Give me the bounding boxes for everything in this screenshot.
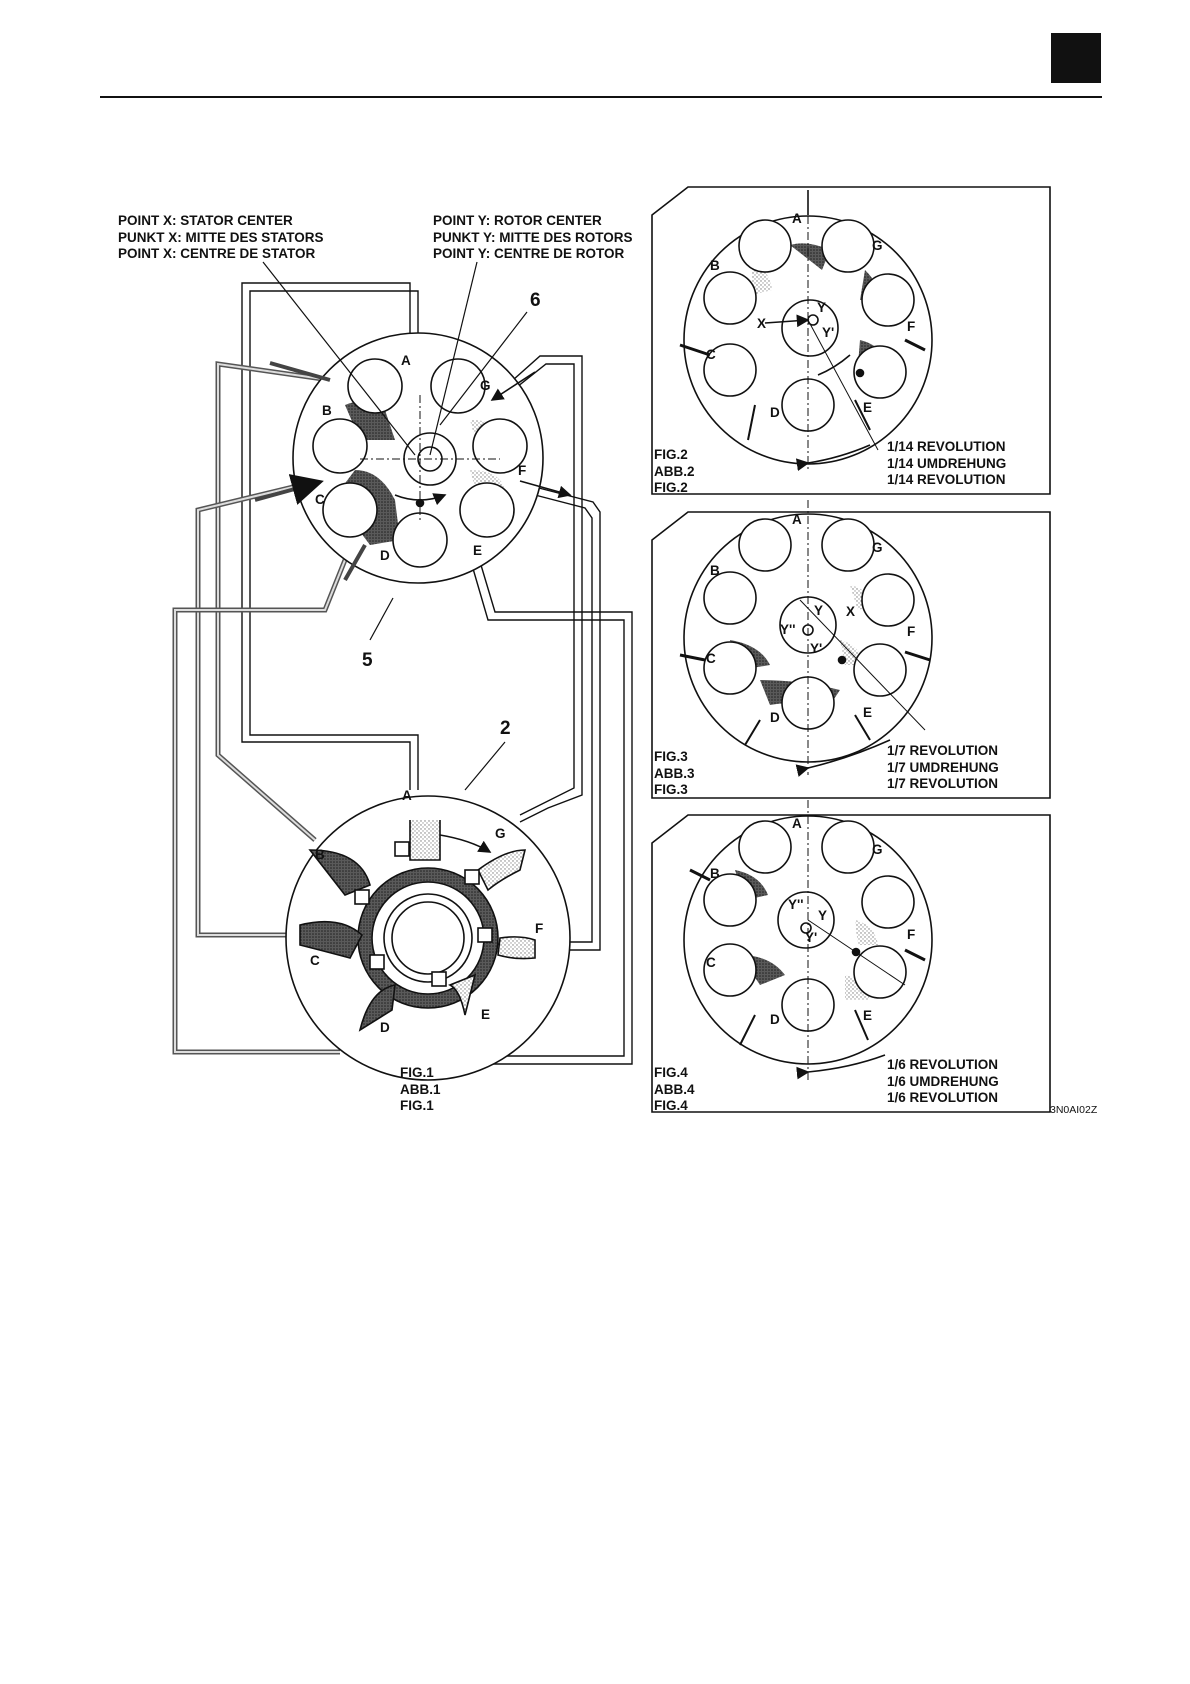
fig3-caption-fr: FIG.3 xyxy=(654,782,688,797)
point-x-de: PUNKT X: MITTE DES STATORS xyxy=(118,229,324,245)
fig1-lower-port-a: A xyxy=(402,788,412,803)
fig1-upper-port-c: C xyxy=(315,492,325,507)
fig3-point-x: X xyxy=(846,604,856,619)
fig1-upper-port-e: E xyxy=(473,543,483,558)
fig2-revolution xyxy=(887,439,1006,489)
fig1-lower-port-d: D xyxy=(380,1020,390,1035)
fig2-point-y1: Y' xyxy=(822,325,835,340)
fig1-caption-fr: FIG.1 xyxy=(400,1098,434,1113)
fig2-point-y: Y xyxy=(817,300,827,315)
fig4-port-a: A xyxy=(792,816,802,831)
fig4-port-g: G xyxy=(872,842,883,857)
fig1-lower-port-b: B xyxy=(315,847,325,862)
fig2-port-c: C xyxy=(706,347,716,362)
point-y-de: PUNKT Y: MITTE DES ROTORS xyxy=(433,229,633,245)
fig2-caption xyxy=(654,447,695,497)
fig1-lower-port-g: G xyxy=(495,826,506,841)
item-6-label: 6 xyxy=(530,290,541,311)
fig4-point-y: Y xyxy=(818,908,828,923)
point-y-fr: POINT Y: CENTRE DE ROTOR xyxy=(433,246,625,261)
fig4-port-f: F xyxy=(907,927,916,942)
fig3-port-d: D xyxy=(770,710,780,725)
fig2-caption-fr: FIG.2 xyxy=(654,480,688,495)
item-2-leader xyxy=(465,742,505,790)
point-x-en: POINT X: STATOR CENTER xyxy=(118,213,293,228)
item-2-label: 2 xyxy=(500,718,511,739)
fig4-revolution-fr: 1/6 REVOLUTION xyxy=(887,1090,999,1105)
fig3-point-y: Y xyxy=(814,603,824,618)
fig2-revolution-en: 1/14 REVOLUTION xyxy=(887,439,1006,454)
fig1-upper-port-a: A xyxy=(401,353,411,368)
fig1-drawing xyxy=(175,262,632,1080)
fig4-revolution-en: 1/6 REVOLUTION xyxy=(887,1057,999,1072)
drawing-code: 3N0AI02Z xyxy=(1050,1104,1098,1116)
point-x-fr: POINT X: CENTRE DE STATOR xyxy=(118,246,316,261)
fig2-port-d: D xyxy=(770,405,780,420)
fig2-port-g: G xyxy=(872,238,883,253)
fig1-upper-port-g: G xyxy=(480,378,491,393)
fig4-caption-fr: FIG.4 xyxy=(654,1098,688,1113)
fig3-caption xyxy=(654,749,695,799)
fig4-caption xyxy=(654,1065,695,1115)
fig3-revolution-fr: 1/7 REVOLUTION xyxy=(887,776,999,791)
point-y-en: POINT Y: ROTOR CENTER xyxy=(433,213,602,228)
fig2-point-x: X xyxy=(757,316,767,331)
fig3-port-b: B xyxy=(710,563,720,578)
fig2-caption-en: FIG.2 xyxy=(654,447,688,462)
fig1-lower-port-f: F xyxy=(535,921,544,936)
lower-valve-unit xyxy=(286,796,570,1080)
fig1-lower-port-c: C xyxy=(310,953,320,968)
fig3-caption-en: FIG.3 xyxy=(654,749,688,764)
fig1-caption-en: FIG.1 xyxy=(400,1065,434,1080)
fig2-caption-de: ABB.2 xyxy=(654,463,695,479)
fig1-upper-port-b: B xyxy=(322,403,332,418)
fig3-port-a: A xyxy=(792,512,802,527)
fig4-caption-en: FIG.4 xyxy=(654,1065,688,1080)
fig3-port-g: G xyxy=(872,540,883,555)
fig1-caption-de: ABB.1 xyxy=(400,1081,441,1097)
fig2-revolution-fr: 1/14 REVOLUTION xyxy=(887,472,1006,487)
fig3-caption-de: ABB.3 xyxy=(654,765,695,781)
fig4-port-e: E xyxy=(863,1008,873,1023)
fig2-port-f: F xyxy=(907,319,916,334)
fig3-revolution-en: 1/7 REVOLUTION xyxy=(887,743,999,758)
fig4-revolution-de: 1/6 UMDREHUNG xyxy=(887,1073,999,1089)
fig4-point-y2: Y'' xyxy=(788,897,804,912)
fig2-revolution-de: 1/14 UMDREHUNG xyxy=(887,455,1007,471)
fig1-upper-port-d: D xyxy=(380,548,390,563)
fig1-lower-port-e: E xyxy=(481,1007,491,1022)
fig4-port-d: D xyxy=(770,1012,780,1027)
point-x-callout xyxy=(118,213,324,263)
fig3-revolution-de: 1/7 UMDREHUNG xyxy=(887,759,999,775)
fig3-port-c: C xyxy=(706,651,716,666)
fig3-port-e: E xyxy=(863,705,873,720)
fig4-caption-de: ABB.4 xyxy=(654,1081,695,1097)
fig1-caption xyxy=(400,1065,441,1115)
fig3-point-y2: Y'' xyxy=(780,622,796,637)
fig4-point-y1: Y' xyxy=(805,930,818,945)
fig3-point-y1: Y' xyxy=(810,641,823,656)
fig4-port-b: B xyxy=(710,866,720,881)
item-5-label: 5 xyxy=(362,650,373,671)
fig3-revolution xyxy=(887,743,999,793)
fig2-port-b: B xyxy=(710,258,720,273)
fig2-port-e: E xyxy=(863,400,873,415)
point-y-callout xyxy=(433,213,633,263)
fig1-upper-port-f: F xyxy=(518,463,527,478)
fig3-port-f: F xyxy=(907,624,916,639)
item-5-leader xyxy=(370,598,393,640)
fig4-revolution xyxy=(887,1057,999,1107)
fig4-port-c: C xyxy=(706,955,716,970)
fig2-port-a: A xyxy=(792,211,802,226)
